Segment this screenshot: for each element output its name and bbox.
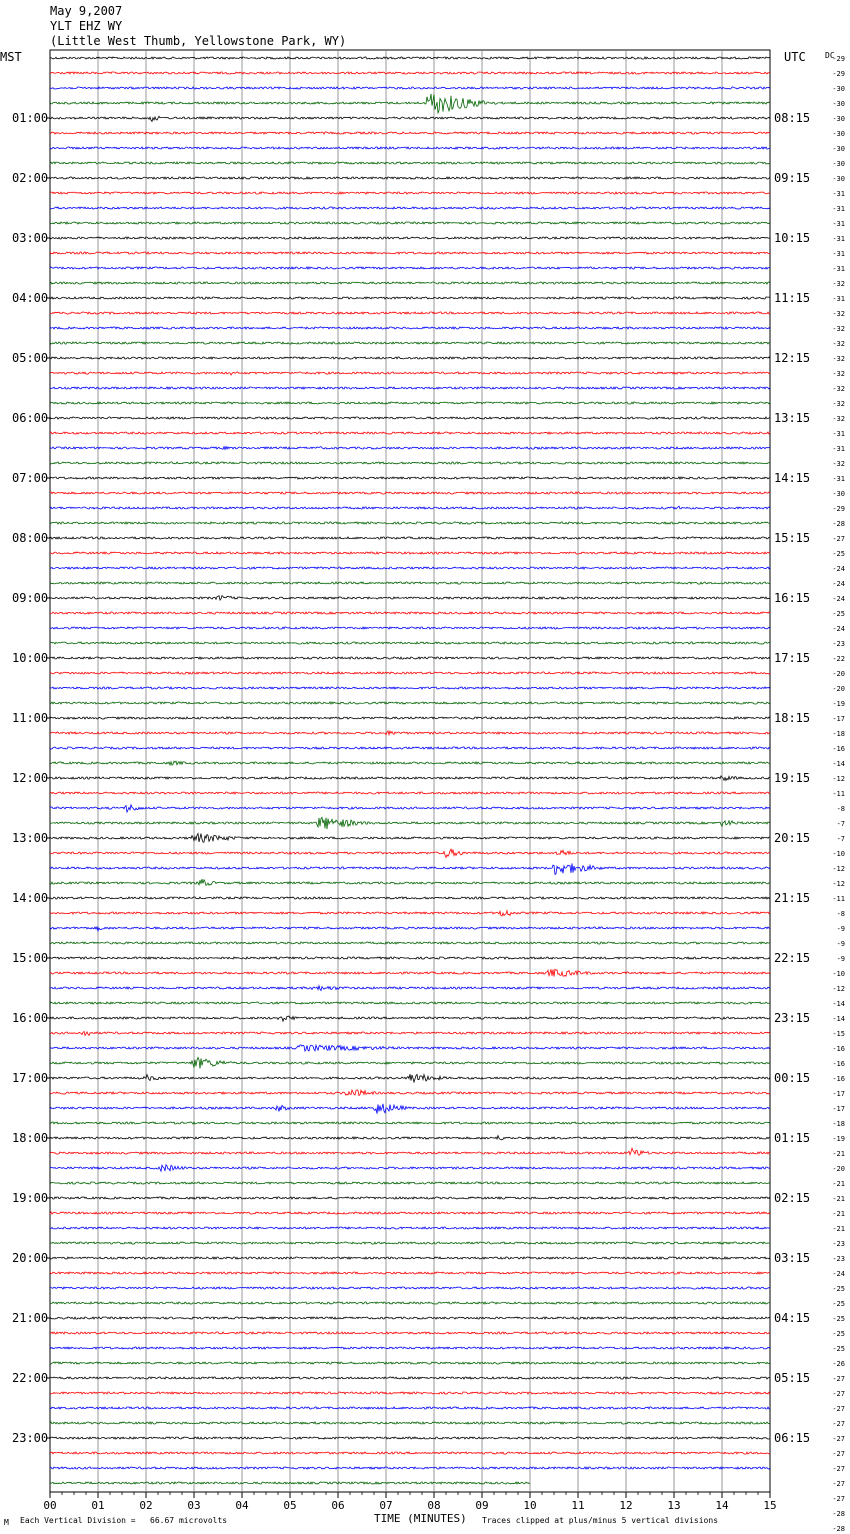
dc-offset-label: -32 (832, 280, 845, 288)
seismic-trace (50, 297, 770, 299)
dc-offset-label: -9 (836, 925, 845, 933)
right-hour-label: 15:15 (774, 531, 811, 545)
seismic-trace (50, 177, 770, 179)
dc-offset-label: -29 (832, 70, 845, 78)
dc-offset-label: -26 (832, 1360, 845, 1368)
seismic-trace (50, 1058, 770, 1069)
left-hour-label: 15:00 (12, 951, 49, 965)
dc-offset-label: -10 (832, 850, 845, 858)
seismic-trace (50, 372, 770, 375)
seismic-trace (50, 879, 770, 885)
dc-offset-label: -30 (832, 130, 845, 138)
dc-offset-label: -32 (832, 385, 845, 393)
seismic-trace (50, 849, 770, 857)
utc-axis-label: UTC (784, 50, 806, 64)
dc-offset-label: -32 (832, 370, 845, 378)
dc-offset-label: -14 (832, 760, 845, 768)
dc-offset-label: -32 (832, 325, 845, 333)
left-hour-label: 21:00 (12, 1311, 49, 1325)
dc-offset-label: -8 (836, 805, 845, 813)
seismic-trace (50, 402, 770, 404)
header-date: May 9,2007 (50, 4, 123, 18)
seismic-trace (50, 72, 770, 74)
x-tick-label: 05 (283, 1499, 297, 1512)
seismic-trace (50, 116, 770, 121)
seismic-trace (50, 1197, 770, 1199)
x-tick-label: 14 (715, 1499, 729, 1512)
seismic-trace (50, 1182, 770, 1184)
dc-offset-label: -16 (832, 745, 845, 753)
right-hour-label: 11:15 (774, 291, 811, 305)
seismic-trace (50, 387, 770, 389)
x-tick-label: 06 (331, 1499, 345, 1512)
seismic-trace (50, 1045, 770, 1051)
dc-offset-label: -29 (832, 55, 845, 63)
seismic-trace (50, 492, 770, 494)
header-location: (Little West Thumb, Yellowstone Park, WY) (50, 34, 347, 48)
x-tick-label: 08 (427, 1499, 441, 1512)
dc-offset-label: -25 (832, 1345, 845, 1353)
corner-mark: M (4, 1518, 9, 1527)
right-hour-label: 14:15 (774, 471, 811, 485)
x-tick-label: 09 (475, 1499, 489, 1512)
dc-offset-label: -27 (832, 535, 845, 543)
dc-offset-label: -27 (832, 1420, 845, 1428)
seismic-trace (50, 969, 770, 976)
dc-offset-label: -24 (832, 1270, 845, 1278)
dc-offset-label: -21 (832, 1150, 845, 1158)
left-hour-label: 12:00 (12, 771, 49, 785)
seismic-trace (50, 1377, 770, 1379)
right-hour-label: 03:15 (774, 1251, 811, 1265)
dc-offset-label: -17 (832, 1090, 845, 1098)
seismic-trace (50, 776, 770, 780)
dc-offset-label: -9 (836, 940, 845, 948)
seismic-trace (50, 207, 770, 209)
dc-offset-label: -30 (832, 85, 845, 93)
seismic-trace (50, 702, 770, 704)
dc-offset-label: -16 (832, 1060, 845, 1068)
header-station: YLT EHZ WY (50, 19, 123, 33)
left-hour-label: 22:00 (12, 1371, 49, 1385)
seismic-trace (50, 657, 770, 659)
seismic-trace (50, 747, 770, 749)
seismic-trace (50, 342, 770, 344)
left-hour-label: 03:00 (12, 231, 49, 245)
seismic-trace (50, 1212, 770, 1214)
dc-offset-label: -30 (832, 160, 845, 168)
dc-offset-label: -24 (832, 565, 845, 573)
seismic-trace (50, 1272, 770, 1274)
seismic-trace (50, 1422, 770, 1424)
seismic-trace (50, 687, 770, 689)
seismic-trace (50, 327, 770, 329)
dc-offset-label: -7 (836, 820, 845, 828)
dc-offset-label: -20 (832, 1165, 845, 1173)
dc-offset-label: -27 (832, 1435, 845, 1443)
dc-offset-label: -21 (832, 1210, 845, 1218)
seismic-trace (50, 1302, 770, 1304)
x-tick-label: 01 (91, 1499, 105, 1512)
dc-offset-label: -17 (832, 1105, 845, 1113)
seismic-trace (50, 1452, 770, 1454)
dc-offset-label: -32 (832, 310, 845, 318)
dc-offset-label: -11 (832, 895, 845, 903)
seismic-trace (50, 537, 770, 539)
x-tick-label: 13 (667, 1499, 681, 1512)
dc-offset-label: -27 (832, 1405, 845, 1413)
dc-offset-label: -27 (832, 1495, 845, 1503)
dc-offset-label: -9 (836, 955, 845, 963)
dc-offset-label: -31 (832, 475, 845, 483)
dc-offset-label: -31 (832, 250, 845, 258)
seismic-trace (50, 567, 770, 569)
seismic-trace (50, 834, 770, 843)
dc-offset-label: -27 (832, 1465, 845, 1473)
right-hour-label: 18:15 (774, 711, 811, 725)
x-tick-label: 11 (571, 1499, 585, 1512)
seismic-trace (50, 447, 770, 450)
dc-offset-label: -24 (832, 580, 845, 588)
seismic-trace (50, 57, 770, 59)
x-tick-label: 04 (235, 1499, 249, 1512)
seismic-trace (50, 1002, 770, 1004)
dc-offset-label: -24 (832, 625, 845, 633)
dc-offset-label: -30 (832, 490, 845, 498)
seismic-trace (50, 911, 770, 916)
left-hour-label: 11:00 (12, 711, 49, 725)
seismic-trace (50, 642, 770, 644)
dc-offset-label: -32 (832, 460, 845, 468)
dc-offset-label: -23 (832, 1240, 845, 1248)
seismic-trace (50, 192, 770, 194)
dc-offset-label: -25 (832, 1315, 845, 1323)
left-hour-label: 19:00 (12, 1191, 49, 1205)
left-hour-label: 02:00 (12, 171, 49, 185)
seismic-trace (50, 817, 770, 829)
seismic-trace (50, 162, 770, 164)
seismic-trace (50, 863, 770, 874)
dc-offset-label: -21 (832, 1195, 845, 1203)
dc-offset-label: -30 (832, 145, 845, 153)
seismic-trace (50, 282, 770, 284)
x-tick-label: 02 (139, 1499, 153, 1512)
right-hour-label: 06:15 (774, 1431, 811, 1445)
dc-offset-label: -25 (832, 610, 845, 618)
seismic-trace (50, 1227, 770, 1229)
seismic-trace (50, 147, 770, 149)
dc-offset-label: -31 (832, 445, 845, 453)
x-tick-label: 15 (763, 1499, 777, 1512)
seismic-trace (50, 1467, 770, 1469)
right-hour-label: 22:15 (774, 951, 811, 965)
right-hour-label: 16:15 (774, 591, 811, 605)
right-hour-label: 19:15 (774, 771, 811, 785)
dc-offset-label: -28 (832, 520, 845, 528)
right-hour-label: 13:15 (774, 411, 811, 425)
dc-offset-label: -14 (832, 1015, 845, 1023)
seismic-trace (50, 1148, 770, 1155)
seismic-trace (50, 986, 770, 991)
seismic-trace (50, 596, 770, 600)
right-hour-label: 00:15 (774, 1071, 811, 1085)
seismic-trace (50, 132, 770, 134)
dc-offset-label: -30 (832, 175, 845, 183)
right-hour-label: 21:15 (774, 891, 811, 905)
left-hour-label: 13:00 (12, 831, 49, 845)
right-hour-label: 23:15 (774, 1011, 811, 1025)
dc-offset-label: -27 (832, 1480, 845, 1488)
seismic-trace (50, 1242, 770, 1244)
dc-offset-label: -16 (832, 1075, 845, 1083)
left-hour-label: 09:00 (12, 591, 49, 605)
dc-label: DC (825, 51, 835, 60)
dc-offset-label: -32 (832, 340, 845, 348)
seismic-trace (50, 1165, 770, 1171)
dc-offset-label: -16 (832, 1045, 845, 1053)
dc-offset-label: -12 (832, 985, 845, 993)
seismic-trace (50, 237, 770, 239)
seismic-trace (50, 582, 770, 584)
dc-offset-label: -32 (832, 400, 845, 408)
right-hour-label: 10:15 (774, 231, 811, 245)
left-hour-label: 08:00 (12, 531, 49, 545)
dc-offset-label: -32 (832, 415, 845, 423)
dc-offset-label: -28 (832, 1510, 845, 1518)
left-hour-label: 05:00 (12, 351, 49, 365)
dc-offset-label: -28 (832, 1525, 845, 1533)
seismic-trace (50, 1104, 770, 1114)
dc-offset-label: -25 (832, 550, 845, 558)
right-hour-label: 09:15 (774, 171, 811, 185)
x-tick-label: 10 (523, 1499, 537, 1512)
dc-offset-label: -25 (832, 1300, 845, 1308)
seismic-trace (50, 761, 770, 765)
dc-offset-label: -12 (832, 775, 845, 783)
dc-offset-label: -31 (832, 430, 845, 438)
seismic-trace (50, 805, 770, 812)
seismic-trace (50, 942, 770, 944)
seismic-trace (50, 87, 770, 89)
seismic-trace (50, 1362, 770, 1364)
seismic-trace (50, 717, 770, 719)
mst-axis-label: MST (0, 50, 22, 64)
dc-offset-label: -7 (836, 835, 845, 843)
dc-offset-label: -21 (832, 1180, 845, 1188)
seismic-trace (50, 477, 770, 479)
dc-offset-label: -27 (832, 1375, 845, 1383)
right-hour-label: 17:15 (774, 651, 811, 665)
right-hour-label: 20:15 (774, 831, 811, 845)
seismic-trace (50, 462, 770, 464)
seismic-trace (50, 252, 770, 254)
dc-offset-label: -12 (832, 880, 845, 888)
seismic-trace (50, 432, 770, 434)
x-axis-title: TIME (MINUTES) (374, 1512, 467, 1525)
dc-offset-label: -31 (832, 220, 845, 228)
seismic-trace (50, 731, 770, 735)
dc-offset-label: -25 (832, 1285, 845, 1293)
left-hour-label: 04:00 (12, 291, 49, 305)
seismic-trace (50, 1090, 770, 1096)
dc-offset-label: -29 (832, 505, 845, 513)
seismic-trace (50, 927, 770, 931)
left-hour-label: 14:00 (12, 891, 49, 905)
left-hour-label: 20:00 (12, 1251, 49, 1265)
left-hour-label: 23:00 (12, 1431, 49, 1445)
dc-offset-label: -14 (832, 1000, 845, 1008)
seismic-trace (50, 417, 770, 419)
left-hour-label: 16:00 (12, 1011, 49, 1025)
dc-offset-label: -15 (832, 1030, 845, 1038)
dc-offset-label: -31 (832, 190, 845, 198)
dc-offset-label: -31 (832, 205, 845, 213)
seismic-trace (50, 552, 770, 554)
seismic-trace (50, 267, 770, 269)
dc-offset-label: -31 (832, 265, 845, 273)
right-hour-label: 08:15 (774, 111, 811, 125)
x-tick-label: 12 (619, 1499, 633, 1512)
seismic-trace (50, 792, 770, 794)
seismic-trace (50, 1287, 770, 1289)
seismic-trace (50, 1332, 770, 1334)
dc-offset-label: -8 (836, 910, 845, 918)
seismic-trace (50, 1347, 770, 1349)
right-hour-label: 01:15 (774, 1131, 811, 1145)
seismic-trace (50, 312, 770, 314)
dc-offset-label: -23 (832, 1255, 845, 1263)
left-hour-label: 10:00 (12, 651, 49, 665)
seismic-trace (50, 897, 770, 899)
seismic-trace (50, 1031, 770, 1035)
seismic-trace (50, 1392, 770, 1394)
seismic-trace (50, 1074, 770, 1082)
seismic-trace (50, 957, 770, 959)
dc-offset-label: -25 (832, 1330, 845, 1338)
dc-offset-label: -11 (832, 790, 845, 798)
seismic-trace (50, 1317, 770, 1319)
dc-offset-label: -24 (832, 595, 845, 603)
dc-offset-label: -19 (832, 700, 845, 708)
right-hour-label: 05:15 (774, 1371, 811, 1385)
dc-offset-label: -12 (832, 865, 845, 873)
dc-offset-label: -19 (832, 1135, 845, 1143)
dc-offset-label: -20 (832, 670, 845, 678)
left-hour-label: 18:00 (12, 1131, 49, 1145)
seismic-trace (50, 1122, 770, 1124)
dc-offset-label: -21 (832, 1225, 845, 1233)
dc-offset-label: -18 (832, 1120, 845, 1128)
seismic-trace (50, 627, 770, 629)
seismic-trace (50, 506, 770, 509)
seismic-trace (50, 1136, 770, 1140)
right-hour-label: 04:15 (774, 1311, 811, 1325)
left-hour-label: 06:00 (12, 411, 49, 425)
seismic-trace (50, 672, 770, 674)
right-hour-label: 02:15 (774, 1191, 811, 1205)
dc-offset-label: -18 (832, 730, 845, 738)
left-hour-label: 01:00 (12, 111, 49, 125)
seismic-trace (50, 1407, 770, 1409)
x-tick-label: 03 (187, 1499, 201, 1512)
seismic-trace (50, 1437, 770, 1439)
plot-frame (50, 50, 770, 1492)
dc-offset-label: -20 (832, 685, 845, 693)
seismic-trace (50, 1257, 770, 1259)
dc-offset-label: -32 (832, 355, 845, 363)
clip-text: Traces clipped at plus/minus 5 vertical divisions (482, 1516, 719, 1525)
x-tick-label: 00 (43, 1499, 57, 1512)
seismic-trace (50, 357, 770, 359)
left-hour-label: 17:00 (12, 1071, 49, 1085)
seismic-trace (50, 222, 770, 224)
left-hour-label: 07:00 (12, 471, 49, 485)
dc-offset-label: -22 (832, 655, 845, 663)
dc-offset-label: -23 (832, 640, 845, 648)
x-tick-label: 07 (379, 1499, 393, 1512)
dc-offset-label: -10 (832, 970, 845, 978)
dc-offset-label: -30 (832, 100, 845, 108)
right-hour-label: 12:15 (774, 351, 811, 365)
dc-offset-label: -30 (832, 115, 845, 123)
scale-text: Each Vertical Division = 66.67 microvolts (20, 1516, 228, 1525)
dc-offset-label: -31 (832, 235, 845, 243)
seismic-trace (50, 522, 770, 524)
seismic-trace (50, 612, 770, 614)
dc-offset-label: -27 (832, 1450, 845, 1458)
seismic-trace (50, 1016, 770, 1021)
dc-offset-label: -27 (832, 1390, 845, 1398)
seismic-trace (50, 94, 770, 113)
dc-offset-label: -31 (832, 295, 845, 303)
dc-offset-label: -17 (832, 715, 845, 723)
